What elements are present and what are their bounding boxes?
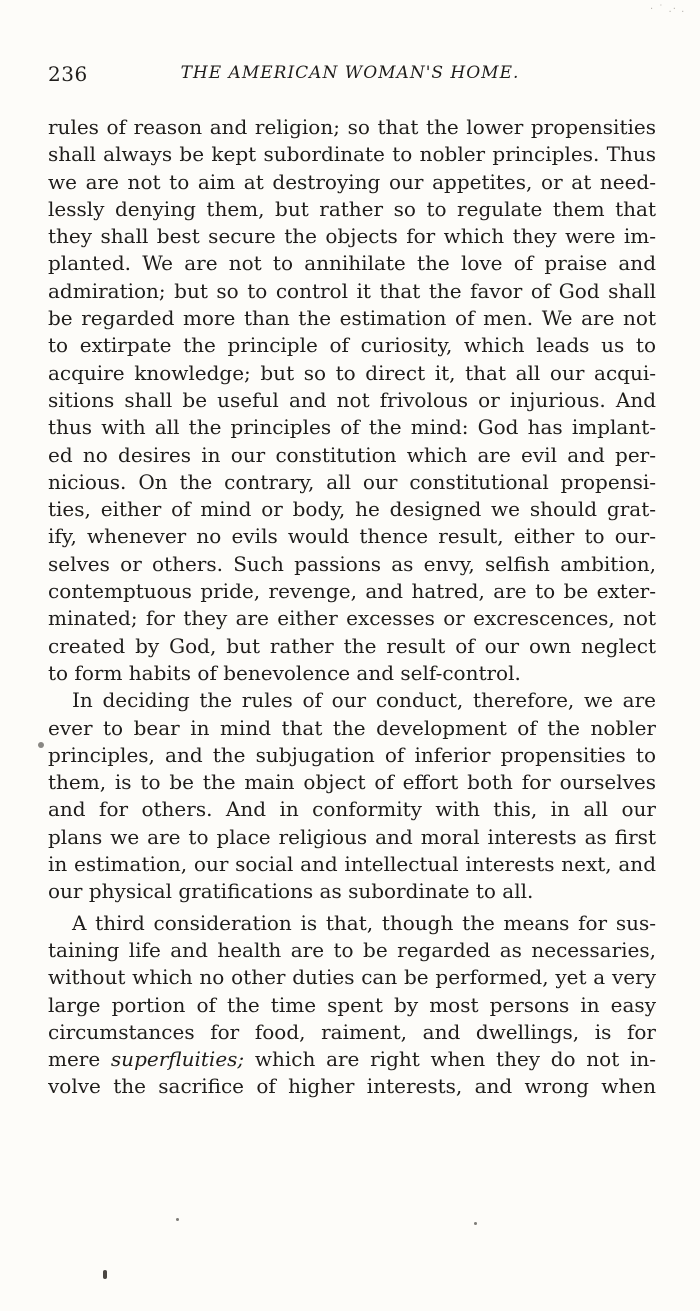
text-line: ties, either of mind or body, he designed we should grat- (48, 497, 656, 522)
text-line: sitions shall be useful and not frivolous or injurious. And (48, 387, 656, 412)
text-line: planted. We are not to annihilate the love of praise and (48, 251, 656, 276)
text-line: we are not to aim at destroying our appetites, or at need- (48, 169, 656, 194)
running-title: THE AMERICAN WOMAN'S HOME. (180, 63, 520, 83)
page-corner-smudge: · ˙ .· . (650, 4, 686, 15)
page-header (48, 62, 652, 90)
text-line: them, is to be the main object of effort both for ourselves (48, 770, 656, 795)
text-line: without which no other duties can be performed, yet a very (48, 965, 656, 990)
text-line-with-italic (48, 1046, 656, 1073)
text-line: nicious. On the contrary, all our constitutional propensi- (48, 469, 656, 494)
text-line: thus with all the principles of the mind: God has implant- (48, 415, 656, 440)
text-line: ify, whenever no evils would thence result, either to our- (48, 524, 656, 549)
paragraph-start-line: A third consideration is that, though the means for sus- (72, 910, 656, 935)
text-line: to extirpate the principle of curiosity, which leads us to (48, 333, 656, 358)
text-fragment: mere (48, 1047, 111, 1072)
ink-speck (38, 742, 44, 748)
text-line: ever to bear in mind that the development of the nobler (48, 715, 656, 740)
text-line: created by God, but rather the result of our own neglect (48, 633, 656, 658)
text-line: minated; for they are either excesses or excrescences, not (48, 606, 656, 631)
text-line: and for others. And in conformity with this, in all our (48, 797, 656, 822)
text-line: plans we are to place religious and moral interests as first (48, 824, 656, 849)
text-line: taining life and health are to be regarded as necessaries, (48, 937, 656, 962)
text-line: selves or others. Such passions as envy, selfish ambition, (48, 551, 656, 576)
page-number: 236 (48, 62, 88, 86)
text-line: circumstances for food, raiment, and dwellings, is for (48, 1019, 656, 1044)
text-line: lessly denying them, but rather so to regulate them that (48, 196, 656, 221)
text-line: in estimation, our social and intellectual interests next, and (48, 852, 656, 877)
body-text (48, 114, 656, 1101)
text-line: admiration; but so to control it that the favor of God shall (48, 278, 656, 303)
ink-speck (176, 1218, 179, 1221)
ink-speck (103, 1270, 107, 1279)
text-line: principles, and the subjugation of inferior propensities to (48, 742, 656, 767)
text-line: large portion of the time spent by most persons in easy (48, 992, 656, 1017)
text-line: our physical gratifications as subordinate to all. (48, 879, 534, 904)
text-line: volve the sacrifice of higher interests, and wrong when (48, 1074, 656, 1099)
ink-speck (474, 1222, 477, 1225)
text-line: ed no desires in our constitution which are evil and per- (48, 442, 656, 467)
text-line: contemptuous pride, revenge, and hatred, are to be exter- (48, 579, 656, 604)
text-line: acquire knowledge; but so to direct it, that all our acqui- (48, 360, 656, 385)
text-line: to form habits of benevolence and self-control. (48, 660, 521, 685)
italic-term: superfluities; (110, 1047, 245, 1072)
text-line: shall always be kept subordinate to nobler principles. Thus (48, 142, 656, 167)
text-line: be regarded more than the estimation of men. We are not (48, 306, 656, 331)
text-fragment: which are right when they do not in- (244, 1047, 656, 1072)
text-line: rules of reason and religion; so that the lower propensities (48, 115, 656, 139)
paragraph-start-line: In deciding the rules of our conduct, therefore, we are (72, 688, 656, 713)
text-line: they shall best secure the objects for which they were im- (48, 224, 656, 249)
